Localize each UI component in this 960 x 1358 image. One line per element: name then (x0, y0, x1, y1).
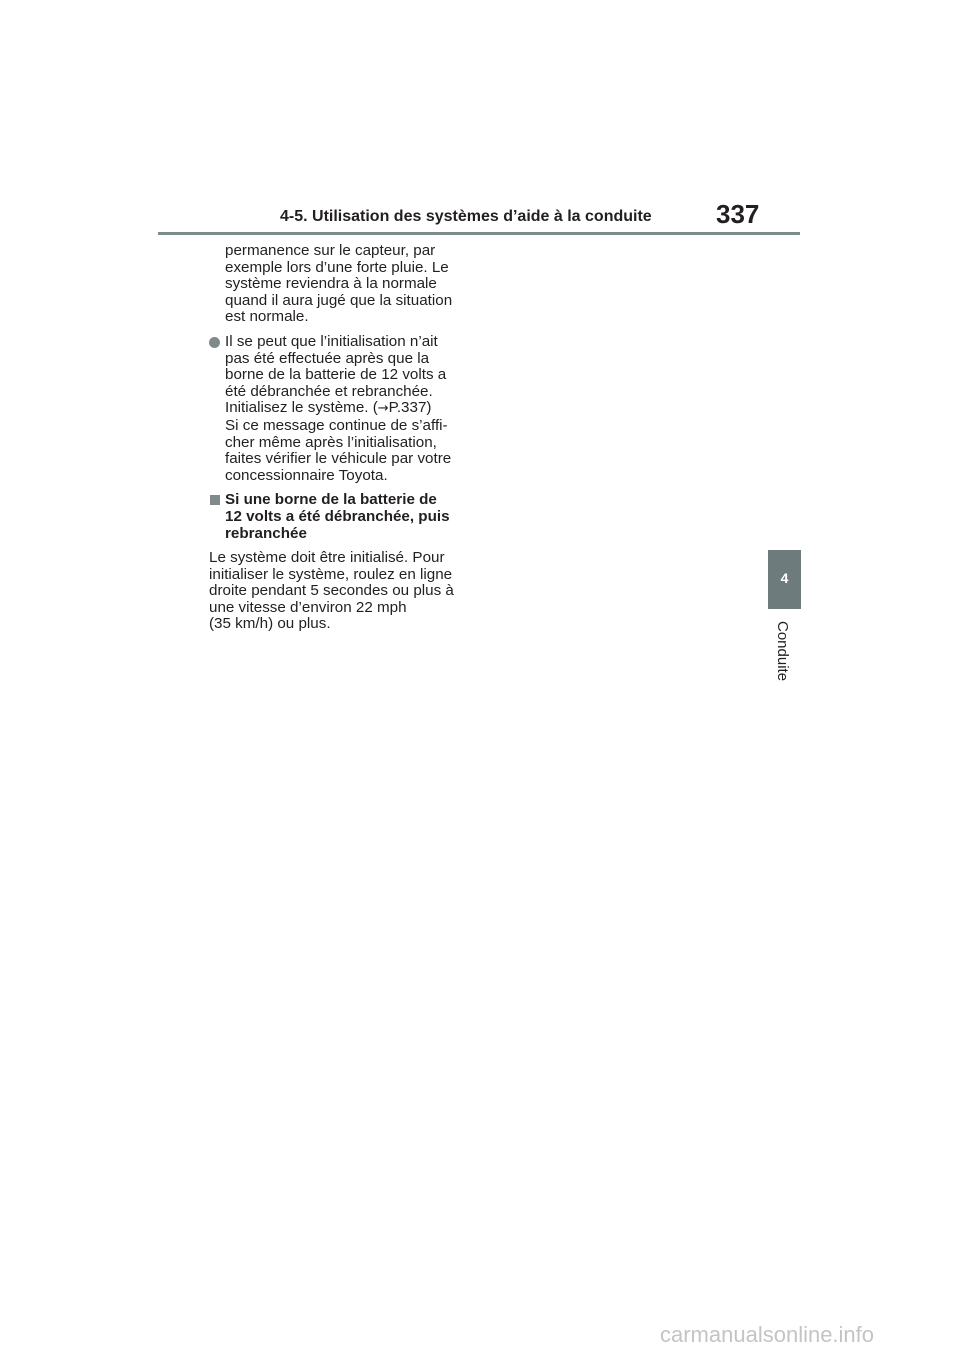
text-line: (35 km/h) ou plus. (209, 615, 331, 633)
text-line: système reviendra à la normale (225, 275, 437, 293)
text-line: Si ce message continue de s’affi- (225, 416, 448, 434)
bullet-body (225, 334, 471, 484)
subheading-line: rebranchée (225, 524, 307, 542)
section-title: 4-5. Utilisation des systèmes d’aide à la conduite (280, 208, 652, 225)
page-reference-link[interactable]: P.337) (388, 399, 432, 417)
text-line: borne de la batterie de 12 volts a (225, 366, 447, 384)
text-line: une vitesse d’environ 22 mph (209, 598, 407, 616)
watermark: carmanualsonline.info (660, 1322, 875, 1347)
body-paragraph (209, 550, 471, 633)
subheading-line: 12 volts a été débranchée, puis (225, 507, 450, 525)
text-line: permanence sur le capteur, par (225, 242, 436, 259)
reference-prefix: Initialisez le système. ( (225, 399, 378, 417)
text-line: Le système doit être initialisé. Pour (209, 549, 445, 567)
text-line: Il se peut que l’initialisation n’ait (225, 332, 438, 350)
text-line: faites vérifier le véhicule par votre (225, 450, 452, 468)
main-content (209, 243, 471, 633)
chapter-label: Conduite (774, 621, 791, 682)
text-line: est normale. (225, 308, 309, 326)
subheading-body (225, 492, 471, 542)
text-line: quand il aura jugé que la situation (225, 291, 453, 309)
arrow-right-icon: → (377, 401, 389, 417)
text-line: initialiser le système, roulez en ligne (209, 565, 453, 583)
continuation-text (209, 243, 471, 326)
text-line: cher même après l’initialisation, (225, 433, 437, 451)
text-line: exemple lors d’une forte pluie. Le (225, 258, 449, 276)
subheading-line: Si une borne de la batterie de (225, 491, 437, 509)
text-line: été débranchée et rebranchée. (225, 382, 433, 400)
page-number: 337 (716, 199, 760, 229)
square-bullet-icon (210, 495, 220, 505)
text-line: concessionnaire Toyota. (225, 466, 388, 484)
header-divider (158, 232, 800, 235)
circle-bullet-icon (209, 337, 220, 348)
reference-line (225, 400, 471, 418)
chapter-number: 4 (780, 570, 789, 586)
bullet-item (209, 334, 471, 484)
chapter-tab[interactable] (768, 550, 801, 609)
subheading (209, 492, 471, 542)
text-line: droite pendant 5 secondes ou plus à (209, 582, 454, 600)
text-line: pas été effectuée après que la (225, 349, 430, 367)
